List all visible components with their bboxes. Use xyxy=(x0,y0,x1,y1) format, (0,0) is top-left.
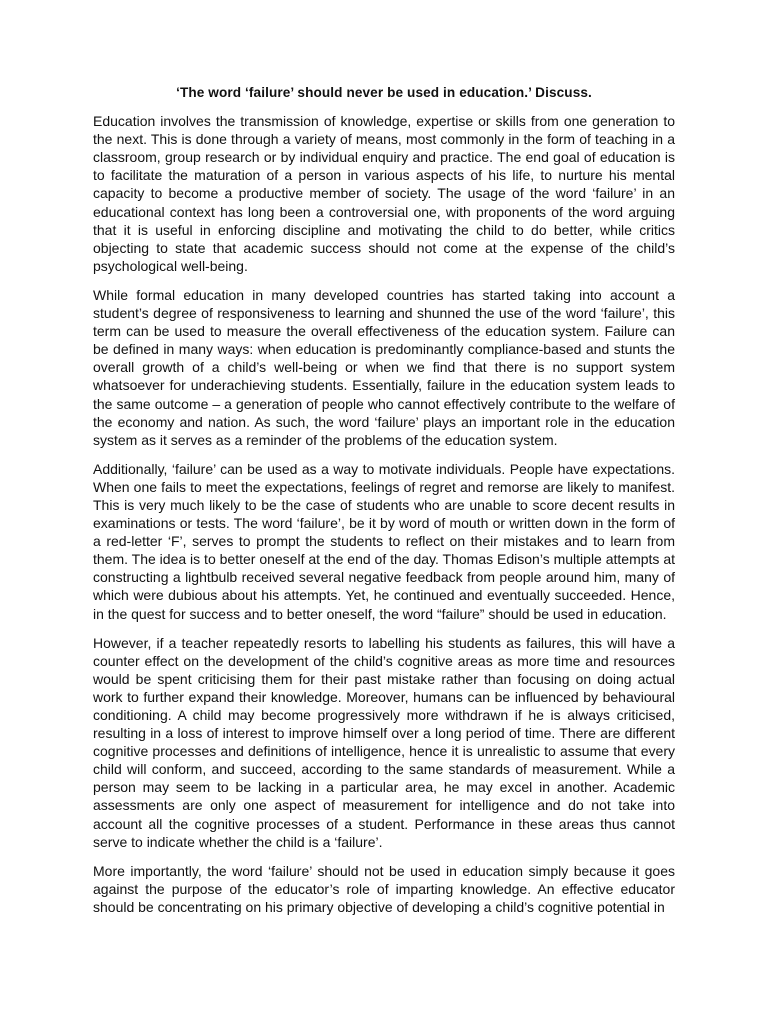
essay-paragraph-1: Education involves the transmission of knowledge, expertise or skills from one generation to the next. This is done through a variety of means, most commonly in the form of teaching in a classroom, group research or by individual enquiry and practice. The end goal of education is to facilitate the maturation of a person in various aspects of his life, to nurture his mental capacity to become a productive member of society. The usage of the word ‘failure’ in an educational context has long been a controversial one, with proponents of the word arguing that it is useful in enforcing discipline and motivating the child to do better, while critics objecting to state that academic success should not come at the expense of the child’s psychological well-being. xyxy=(93,113,675,274)
essay-paragraph-4: However, if a teacher repeatedly resorts to labelling his students as failures, this will have a counter effect on the development of the child’s cognitive areas as more time and resources would be spent criticising them for their past mistake rather than focusing on doing actual work to further expand their knowledge. Moreover, humans can be influenced by behavioural conditioning. A child may become progressively more withdrawn if he is always criticised, resulting in a loss of interest to improve himself over a long period of time. There are different cognitive processes and definitions of intelligence, hence it is unrealistic to assume that every child will conform, and succeed, according to the same standards of measurement. While a person may seem to be lacking in a particular area, he may excel in another. Academic assessments are only one aspect of measurement for intelligence and do not take into account all the cognitive processes of a student. Performance in these areas thus cannot serve to indicate whether the child is a ‘failure’. xyxy=(93,634,675,850)
essay-paragraph-3: Additionally, ‘failure’ can be used as a way to motivate individuals. People have expectations. When one fails to meet the expectations, feelings of regret and remorse are likely to manifest. This is very much likely to be the case of students who are unable to score decent results in examinations or tests. The word ‘failure’, be it by word of mouth or written down in the form of a red-letter ‘F’, serves to prompt the students to reflect on their mistakes and to learn from them. The idea is to better oneself at the end of the day. Thomas Edison’s multiple attempts at constructing a lightbulb received several negative feedback from people around him, many of which were dubious about his attempts. Yet, he continued and eventually succeeded. Hence, in the quest for success and to better oneself, the word “failure” should be used in education. xyxy=(93,460,675,622)
document-body xyxy=(93,84,675,927)
essay-title: ‘The word ‘failure’ should never be used in education.’ Discuss. xyxy=(176,85,592,100)
essay-paragraph-2: While formal education in many developed countries has started taking into account a student’s degree of responsiveness to learning and shunned the use of the word ‘failure’, this term can be used to measure the overall effectiveness of the education system. Failure can be defined in many ways: when education is predominantly compliance-based and stunts the overall growth of a child’s well-being or when we find that there is no support system whatsoever for underachieving students. Essentially, failure in the education system leads to the same outcome – a generation of people who cannot effectively contribute to the welfare of the economy and nation. As such, the word ‘failure’ plays an important role in the education system as it serves as a reminder of the problems of the education system. xyxy=(93,286,675,448)
essay-paragraph-5: More importantly, the word ‘failure’ should not be used in education simply because it goes against the purpose of the educator’s role of imparting knowledge. An effective educator should be concentrating on his primary objective of developing a child’s cognitive potential in xyxy=(93,862,675,915)
